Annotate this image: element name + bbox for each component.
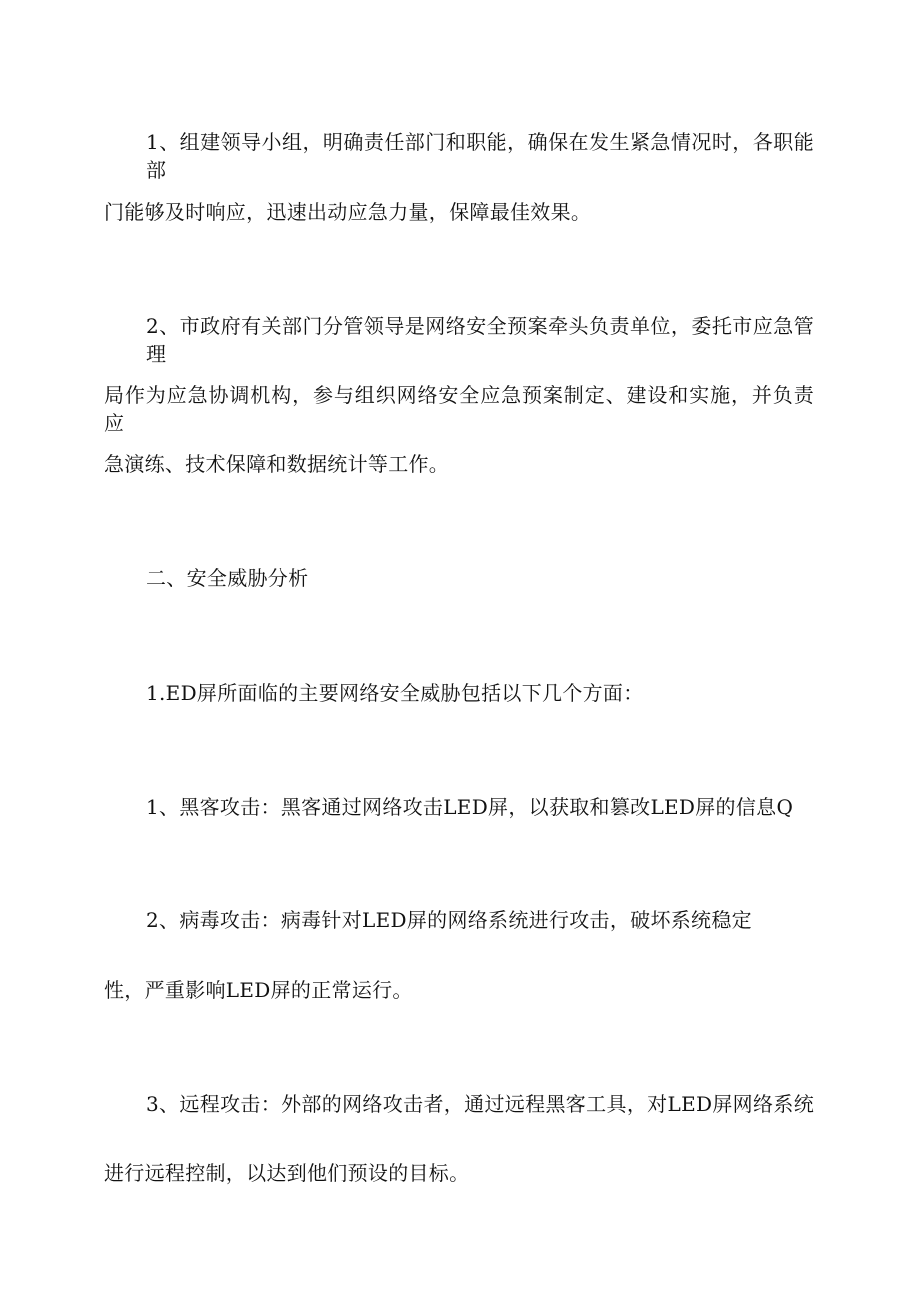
paragraph-1-line-2: 门能够及时响应，迅速出动应急力量，保障最佳效果。 bbox=[104, 200, 592, 224]
paragraph-2-line-1: 2、市政府有关部门分管领导是网络安全预案牵头负责单位，委托市应急管理 bbox=[146, 314, 814, 366]
paragraph-2-line-2: 局作为应急协调机构，参与组织网络安全应急预案制定、建设和实施，并负责应 bbox=[104, 383, 814, 435]
threat-1-line-1: 1、黑客攻击：黑客通过网络攻击LED屏，以获取和篡改LED屏的信息Q bbox=[146, 795, 794, 819]
threat-3-line-1: 3、远程攻击：外部的网络攻击者，通过远程黑客工具，对LED屏网络系统 bbox=[146, 1092, 814, 1116]
threat-3-line-2: 进行远程控制，以达到他们预设的目标。 bbox=[104, 1161, 470, 1185]
section-heading: 二、安全威胁分析 bbox=[146, 566, 309, 590]
threat-2-line-2: 性，严重影响LED屏的正常运行。 bbox=[104, 978, 413, 1002]
threat-intro: 1.ED屏所面临的主要网络安全威胁包括以下几个方面： bbox=[146, 681, 644, 705]
threat-2-line-1: 2、病毒攻击：病毒针对LED屏的网络系统进行攻击，破坏系统稳定 bbox=[146, 908, 752, 932]
paragraph-2-line-3: 急演练、技术保障和数据统计等工作。 bbox=[104, 452, 450, 476]
paragraph-1-line-1: 1、组建领导小组，明确责任部门和职能，确保在发生紧急情况时，各职能部 bbox=[146, 130, 814, 182]
